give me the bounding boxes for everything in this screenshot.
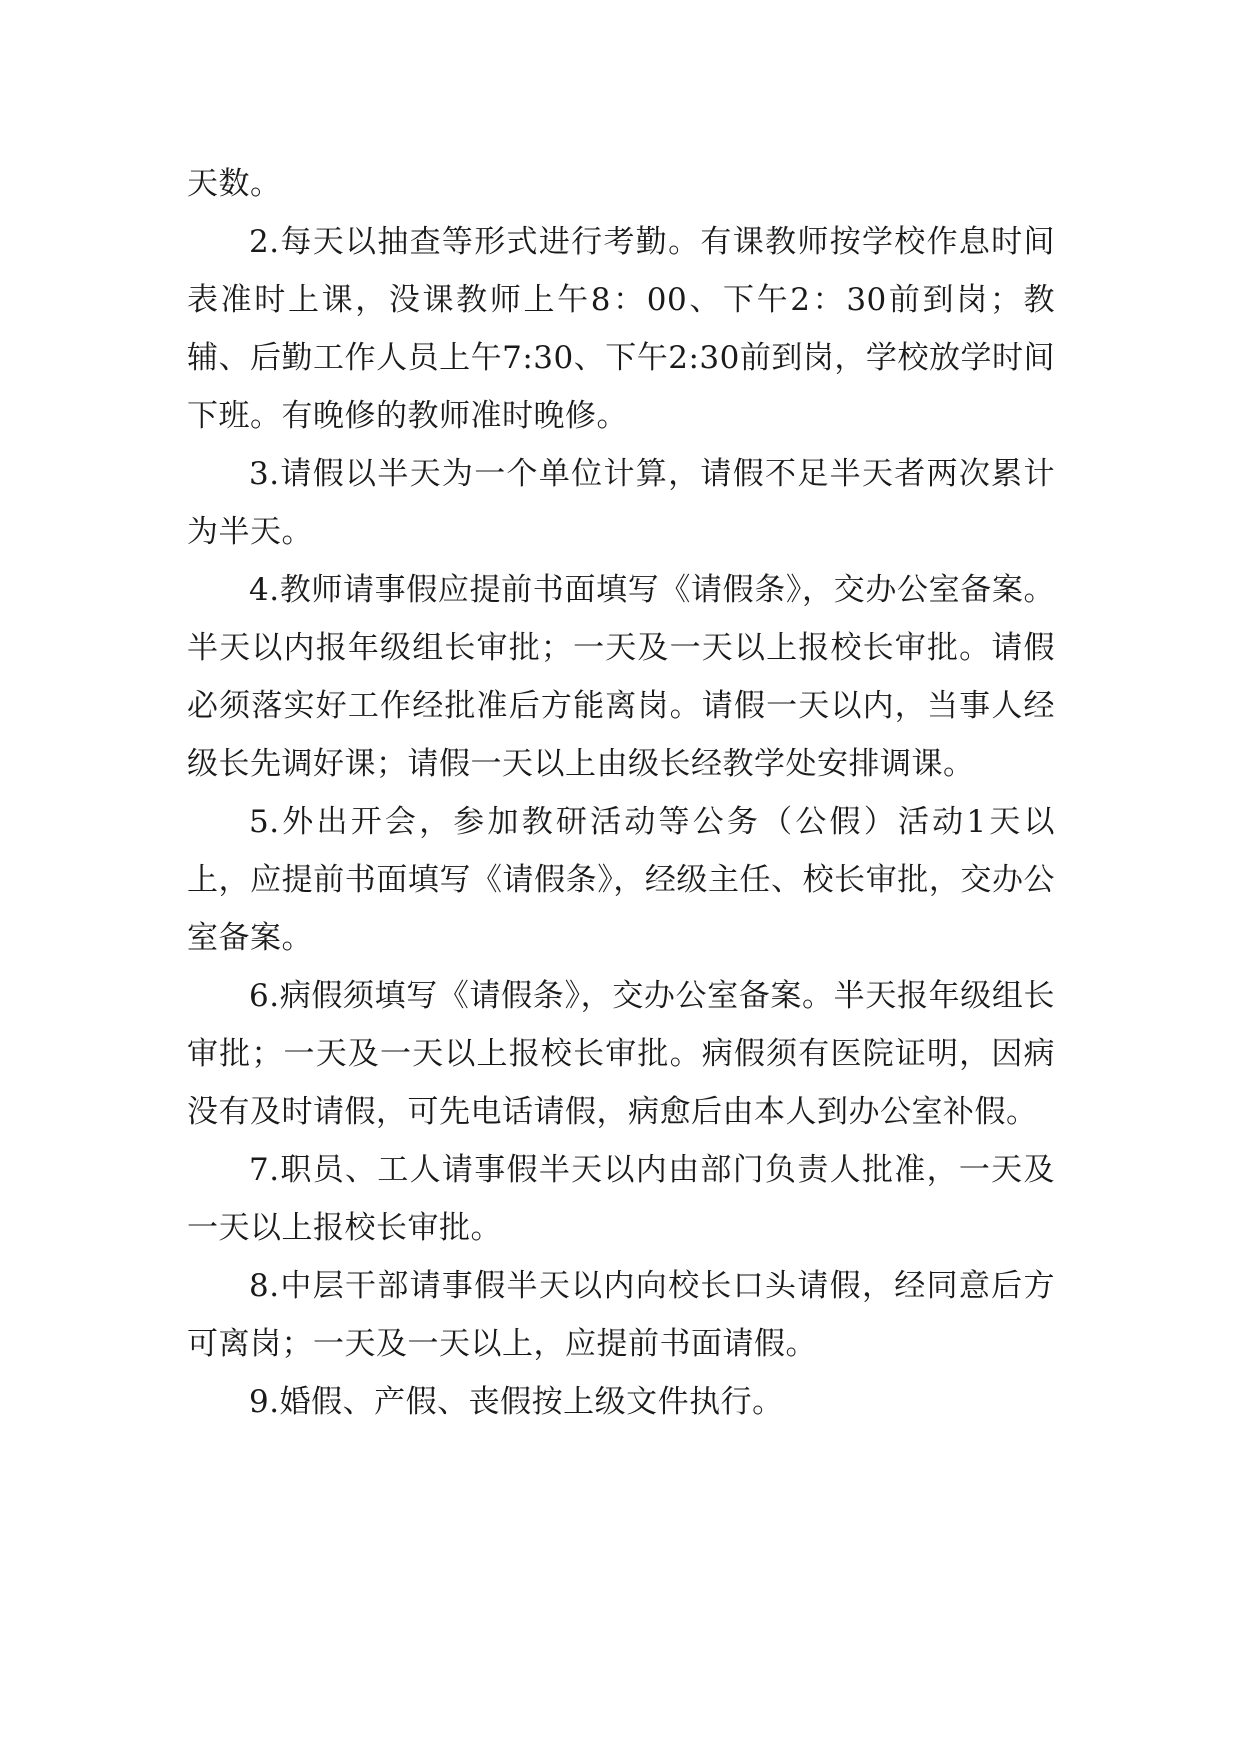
paragraph-item-6: 6.病假须填写《请假条》，交办公室备案。半天报年级组长审批；一天及一天以上报校长审批。病假须有医院证明，因病没有及时请假，可先电话请假，病愈后由本人到办公室补假。 [187,978,1055,1130]
paragraph-item-2: 2.每天以抽查等形式进行考勤。有课教师按学校作息时间表准时上课，没课教师上午8：00、下午2：30前到岗；教辅、后勤工作人员上午7:30、下午2:30前到岗，学校放学时间下班。有晚修的教师准时晚修。 [187,224,1055,434]
paragraph-item-7: 7.职员、工人请事假半天以内由部门负责人批准，一天及一天以上报校长审批。 [187,1152,1055,1246]
document-body [187,155,1055,1431]
paragraph-continued: 天数。 [187,166,282,202]
paragraph-item-4: 4.教师请事假应提前书面填写《请假条》，交办公室备案。半天以内报年级组长审批；一天及一天以上报校长审批。请假必须落实好工作经批准后方能离岗。请假一天以内，当事人经级长先调好课；请假一天以上由级长经教学处安排调课。 [187,572,1055,782]
paragraph-item-9: 9.婚假、产假、丧假按上级文件执行。 [249,1384,784,1420]
paragraph-item-5: 5.外出开会，参加教研活动等公务（公假）活动1天以上，应提前书面填写《请假条》，经级主任、校长审批，交办公室备案。 [187,804,1055,956]
paragraph-item-8: 8.中层干部请事假半天以内向校长口头请假，经同意后方可离岗；一天及一天以上，应提前书面请假。 [187,1268,1055,1362]
paragraph-item-3: 3.请假以半天为一个单位计算，请假不足半天者两次累计为半天。 [187,456,1055,550]
